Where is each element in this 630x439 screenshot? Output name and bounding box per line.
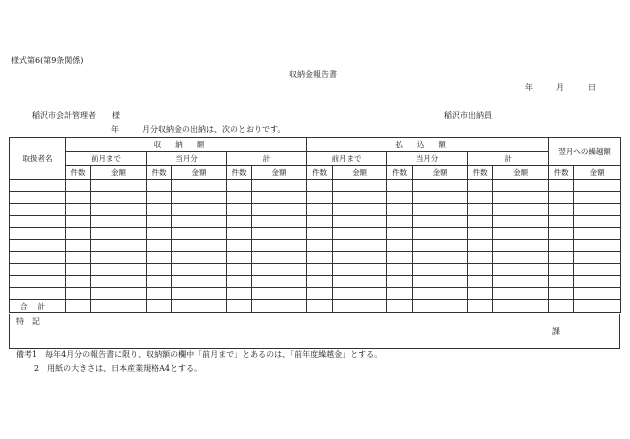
table-cell bbox=[172, 264, 227, 276]
table-cell bbox=[66, 216, 91, 228]
table-cell bbox=[307, 264, 333, 276]
table-cell bbox=[387, 240, 413, 252]
table-cell bbox=[147, 240, 172, 252]
table-cell bbox=[387, 216, 413, 228]
payments-this-month-header: 当月分 bbox=[387, 152, 468, 166]
total-cell bbox=[574, 300, 621, 313]
table-cell bbox=[66, 288, 91, 300]
table-cell bbox=[413, 204, 468, 216]
table-row bbox=[10, 264, 621, 276]
table-cell bbox=[252, 252, 307, 264]
table-cell bbox=[387, 204, 413, 216]
table-cell bbox=[574, 276, 621, 288]
table-cell bbox=[549, 180, 574, 192]
handler-name-cell bbox=[10, 204, 66, 216]
table-cell bbox=[91, 204, 147, 216]
table-cell bbox=[147, 288, 172, 300]
table-cell bbox=[387, 264, 413, 276]
table-cell bbox=[493, 288, 549, 300]
table-cell bbox=[252, 192, 307, 204]
total-cell bbox=[172, 300, 227, 313]
table-cell bbox=[227, 192, 252, 204]
table-cell bbox=[549, 216, 574, 228]
table-cell bbox=[468, 264, 493, 276]
table-cell bbox=[493, 192, 549, 204]
table-row bbox=[10, 288, 621, 300]
table-cell bbox=[333, 228, 387, 240]
table-cell bbox=[172, 252, 227, 264]
table-cell bbox=[333, 192, 387, 204]
total-cell bbox=[333, 300, 387, 313]
table-row bbox=[10, 252, 621, 264]
table-cell bbox=[66, 204, 91, 216]
amount-header: 金額 bbox=[493, 166, 549, 180]
handler-name-cell bbox=[10, 192, 66, 204]
table-cell bbox=[333, 276, 387, 288]
table-cell bbox=[333, 204, 387, 216]
date-month: 月 bbox=[556, 83, 564, 92]
amount-header: 金額 bbox=[172, 166, 227, 180]
receipts-header: 収納額 bbox=[66, 138, 307, 152]
total-row-label: 合計 bbox=[10, 300, 66, 313]
payments-header: 払込額 bbox=[307, 138, 549, 152]
intro-year: 年 bbox=[111, 125, 119, 134]
table-cell bbox=[91, 288, 147, 300]
table-cell bbox=[91, 276, 147, 288]
amount-header: 金額 bbox=[413, 166, 468, 180]
table-cell bbox=[574, 264, 621, 276]
form-label: 様式第6(第9条関係) bbox=[11, 56, 84, 65]
date-year: 年 bbox=[525, 83, 533, 92]
handler-name-cell bbox=[10, 288, 66, 300]
note-1: 備考1 毎年4月分の報告書に限り、収納額の欄中「前月まで」とあるのは、「前年度繰越金」とする。 bbox=[16, 350, 383, 359]
table-cell bbox=[413, 216, 468, 228]
total-cell bbox=[66, 300, 91, 313]
table-cell bbox=[307, 216, 333, 228]
table-row bbox=[10, 228, 621, 240]
table-cell bbox=[549, 204, 574, 216]
table-row bbox=[10, 216, 621, 228]
amount-header: 金額 bbox=[333, 166, 387, 180]
table-cell bbox=[493, 180, 549, 192]
table-cell bbox=[91, 240, 147, 252]
count-header: 件数 bbox=[66, 166, 91, 180]
table-cell bbox=[252, 240, 307, 252]
table-cell bbox=[66, 180, 91, 192]
table-cell bbox=[172, 276, 227, 288]
table-cell bbox=[147, 276, 172, 288]
total-cell bbox=[91, 300, 147, 313]
table-cell bbox=[147, 204, 172, 216]
total-cell bbox=[493, 300, 549, 313]
table-cell bbox=[307, 276, 333, 288]
table-cell bbox=[549, 276, 574, 288]
table-cell bbox=[66, 264, 91, 276]
count-header: 件数 bbox=[227, 166, 252, 180]
intro-text: 月分収納金の出納は、次のとおりです。 bbox=[142, 125, 286, 134]
handler-name-cell bbox=[10, 240, 66, 252]
amount-header: 金額 bbox=[252, 166, 307, 180]
table-cell bbox=[387, 192, 413, 204]
receipts-prev-month-header: 前月まで bbox=[66, 152, 147, 166]
table-cell bbox=[66, 276, 91, 288]
receipts-this-month-header: 当月分 bbox=[147, 152, 227, 166]
table-cell bbox=[549, 264, 574, 276]
table-cell bbox=[468, 204, 493, 216]
table-cell bbox=[252, 216, 307, 228]
table-cell bbox=[66, 228, 91, 240]
table-cell bbox=[147, 180, 172, 192]
amount-header: 金額 bbox=[574, 166, 621, 180]
table-cell bbox=[172, 240, 227, 252]
table-cell bbox=[413, 288, 468, 300]
remarks-label: 特記 bbox=[16, 317, 48, 326]
table-cell bbox=[147, 216, 172, 228]
carryover-header: 翌月への繰越額 bbox=[549, 138, 621, 166]
table-cell bbox=[574, 288, 621, 300]
table-cell bbox=[227, 180, 252, 192]
handler-name-cell bbox=[10, 228, 66, 240]
table-cell bbox=[227, 276, 252, 288]
handler-name-cell bbox=[10, 180, 66, 192]
total-cell bbox=[413, 300, 468, 313]
table-cell bbox=[493, 228, 549, 240]
table-cell bbox=[307, 204, 333, 216]
table-cell bbox=[227, 216, 252, 228]
table-cell bbox=[252, 180, 307, 192]
table-row bbox=[10, 204, 621, 216]
table-cell bbox=[172, 228, 227, 240]
addressee: 稲沢市会計管理者 様 bbox=[32, 111, 120, 120]
table-cell bbox=[227, 264, 252, 276]
report-table bbox=[9, 137, 621, 313]
note-2: 2 用紙の大きさは、日本産業規格A4とする。 bbox=[34, 364, 202, 373]
total-cell bbox=[227, 300, 252, 313]
table-cell bbox=[413, 252, 468, 264]
table-cell bbox=[91, 216, 147, 228]
handler-name-cell bbox=[10, 264, 66, 276]
table-cell bbox=[91, 264, 147, 276]
table-cell bbox=[549, 228, 574, 240]
count-header: 件数 bbox=[468, 166, 493, 180]
table-cell bbox=[413, 240, 468, 252]
table-cell bbox=[493, 276, 549, 288]
table-cell bbox=[493, 216, 549, 228]
document-title: 収納金報告書 bbox=[289, 70, 337, 79]
table-cell bbox=[227, 228, 252, 240]
table-cell bbox=[91, 228, 147, 240]
table-cell bbox=[493, 204, 549, 216]
table-cell bbox=[147, 192, 172, 204]
date-day: 日 bbox=[588, 83, 596, 92]
table-cell bbox=[333, 288, 387, 300]
table-cell bbox=[387, 180, 413, 192]
table-cell bbox=[66, 252, 91, 264]
table-cell bbox=[549, 252, 574, 264]
table-cell bbox=[387, 228, 413, 240]
handler-name-header: 取扱者名 bbox=[10, 138, 66, 180]
total-cell bbox=[387, 300, 413, 313]
table-cell bbox=[172, 204, 227, 216]
table-row bbox=[10, 192, 621, 204]
table-cell bbox=[413, 276, 468, 288]
table-cell bbox=[91, 180, 147, 192]
table-cell bbox=[227, 204, 252, 216]
table-cell bbox=[574, 240, 621, 252]
table-cell bbox=[468, 192, 493, 204]
table-cell bbox=[574, 204, 621, 216]
table-cell bbox=[252, 204, 307, 216]
table-cell bbox=[493, 240, 549, 252]
table-cell bbox=[387, 276, 413, 288]
table-cell bbox=[549, 192, 574, 204]
table-cell bbox=[468, 288, 493, 300]
table-cell bbox=[307, 252, 333, 264]
table-cell bbox=[387, 252, 413, 264]
table-cell bbox=[147, 252, 172, 264]
table-cell bbox=[91, 252, 147, 264]
table-cell bbox=[468, 216, 493, 228]
table-cell bbox=[147, 228, 172, 240]
table-cell bbox=[307, 240, 333, 252]
total-cell bbox=[468, 300, 493, 313]
table-cell bbox=[172, 180, 227, 192]
table-row bbox=[10, 240, 621, 252]
count-header: 件数 bbox=[147, 166, 172, 180]
table-cell bbox=[252, 264, 307, 276]
table-cell bbox=[333, 264, 387, 276]
total-cell bbox=[252, 300, 307, 313]
table-cell bbox=[549, 240, 574, 252]
table-cell bbox=[91, 192, 147, 204]
table-cell bbox=[468, 252, 493, 264]
table-cell bbox=[468, 228, 493, 240]
total-cell bbox=[549, 300, 574, 313]
table-cell bbox=[413, 264, 468, 276]
table-cell bbox=[252, 228, 307, 240]
table-cell bbox=[574, 216, 621, 228]
table-cell bbox=[468, 180, 493, 192]
remarks-box bbox=[9, 314, 620, 349]
table-cell bbox=[66, 192, 91, 204]
payments-total-header: 計 bbox=[468, 152, 549, 166]
receipts-total-header: 計 bbox=[227, 152, 307, 166]
table-cell bbox=[307, 288, 333, 300]
table-cell bbox=[227, 240, 252, 252]
payments-prev-month-header: 前月まで bbox=[307, 152, 387, 166]
handler-name-cell bbox=[10, 216, 66, 228]
table-cell bbox=[574, 252, 621, 264]
table-cell bbox=[66, 240, 91, 252]
table-cell bbox=[468, 240, 493, 252]
table-cell bbox=[252, 276, 307, 288]
table-cell bbox=[413, 180, 468, 192]
table-cell bbox=[307, 192, 333, 204]
table-cell bbox=[333, 252, 387, 264]
table-cell bbox=[574, 180, 621, 192]
table-cell bbox=[549, 288, 574, 300]
table-cell bbox=[172, 192, 227, 204]
sender: 稲沢市出納員 bbox=[444, 111, 492, 120]
table-cell bbox=[413, 192, 468, 204]
table-row bbox=[10, 180, 621, 192]
table-cell bbox=[493, 252, 549, 264]
amount-header: 金額 bbox=[91, 166, 147, 180]
count-header: 件数 bbox=[549, 166, 574, 180]
table-cell bbox=[172, 288, 227, 300]
table-cell bbox=[333, 240, 387, 252]
table-cell bbox=[574, 192, 621, 204]
table-cell bbox=[307, 228, 333, 240]
table-cell bbox=[413, 228, 468, 240]
remarks-section: 課 bbox=[552, 327, 560, 336]
count-header: 件数 bbox=[387, 166, 413, 180]
total-cell bbox=[147, 300, 172, 313]
table-cell bbox=[147, 264, 172, 276]
table-cell bbox=[172, 216, 227, 228]
handler-name-cell bbox=[10, 276, 66, 288]
table-cell bbox=[227, 288, 252, 300]
table-row bbox=[10, 276, 621, 288]
count-header: 件数 bbox=[307, 166, 333, 180]
handler-name-cell bbox=[10, 252, 66, 264]
table-cell bbox=[307, 180, 333, 192]
table-cell bbox=[252, 288, 307, 300]
table-cell bbox=[227, 252, 252, 264]
table-cell bbox=[387, 288, 413, 300]
table-cell bbox=[468, 276, 493, 288]
table-cell bbox=[333, 216, 387, 228]
table-cell bbox=[574, 228, 621, 240]
total-cell bbox=[307, 300, 333, 313]
table-cell bbox=[493, 264, 549, 276]
table-cell bbox=[333, 180, 387, 192]
